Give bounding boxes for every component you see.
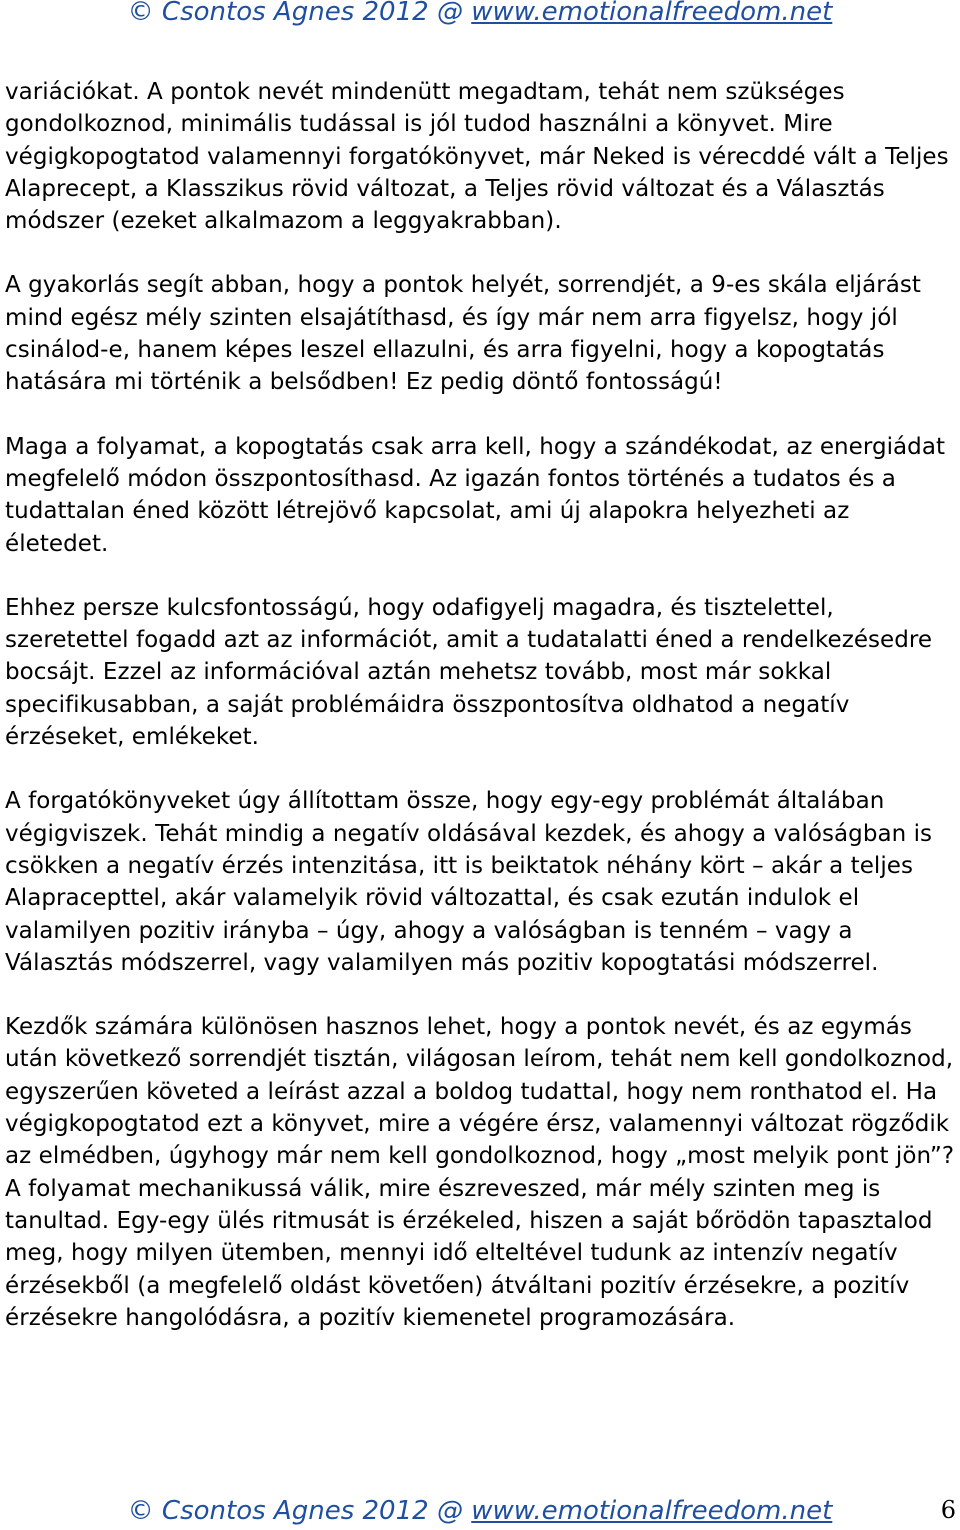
paragraph-6: Kezdők számára különösen hasznos lehet, hogy a pontok nevét, és az egymás után következő sorrendjét tisztán, világosan leírom, tehát nem kell gondolkoznod, egyszerűen követed a leírást azzal a boldog tudattal, hogy nem ronthatod el. Ha végigkopogtatod ezt a könyvet, mire a végére érsz, valamennyi változat rögződik az elmédben, úgyhogy már nem kell gondolkoznod, hogy „most melyik pont jön”? A folyamat mechanikussá válik, mire észreveszed, már mély szinten meg is tanultad. Egy-egy ülés ritmusát is érzékeled, hiszen a saját bőrödön tapasztalod meg, hogy milyen ütemben, mennyi idő elteltével tudunk az intenzív negatív érzésekből (a megfelelő oldást követően) átváltani pozitív érzésekre, a pozitív érzésekre hangolódásra, a pozitív kiemenetel programozására. — [5, 1014, 955, 1331]
paragraph-1: variációkat. A pontok nevét mindenütt megadtam, tehát nem szükséges gondolkoznod, minimális tudással is jól tudod használni a könyvet. Mire végigkopogtatod valamennyi forgatókönyvet, már Neked is vérecddé vált a Teljes Alaprecept, a Klasszikus rövid változat, a Teljes rövid változat és a Választás módszer (ezeket alkalmazom a leggyakrabban). — [5, 79, 949, 235]
paragraph-2: A gyakorlás segít abban, hogy a pontok helyét, sorrendjét, a 9-es skála eljárást mind egész mély szinten elsajátíthasd, és így már nem arra figyelsz, hogy jól csinálod-e, hanem képes leszel ellazulni, és arra figyelni, hogy a kopogtatás hatására mi történik a belsődben! Ez pedig döntő fontosságú! — [5, 272, 921, 396]
document-body — [5, 76, 955, 1366]
header-copyright: © Csontos Agnes 2012 @ — [127, 0, 472, 27]
page-footer — [0, 1496, 960, 1526]
footer-website-link[interactable]: www.emotionalfreedom.net — [471, 1496, 833, 1526]
paragraph-4: Ehhez persze kulcsfontosságú, hogy odafigyelj magadra, és tisztelettel, szeretettel fogadd azt az információt, amit a tudatalatti éned a rendelkezésedre bocsájt. Ezzel az információval aztán mehetsz tovább, most már sokkal specifikusabban, a saját problémáidra összpontosítva oldhatod a negatív érzéseket, emlékeket. — [5, 594, 933, 751]
paragraph-3: Maga a folyamat, a kopogtatás csak arra kell, hogy a szándékodat, az energiádat megfelelő módon összpontosíthasd. Az igazán fontos történés a tudatos és a tudattalan éned között létrejövő kapcsolat, ami új alapokra helyezheti az életedet. — [5, 433, 946, 557]
header-website-link[interactable]: www.emotionalfreedom.net — [471, 0, 833, 27]
paragraph-5: A forgatókönyveket úgy állítottam össze, hogy egy-egy problémát általában végigviszek. Tehát mindig a negatív oldásával kezdek, és ahogy a valóságban is csökken a negatív érzés intenzitása, itt is beiktatok néhány kört – akár a teljes Alapracepttel, akár valamelyik rövid változattal, és csak ezután indulok el valamilyen pozitiv irányba – úgy, ahogy a valóságban is tenném – vagy a Választás módszerrel, vagy valamilyen más pozitiv kopogtatási módszerrel. — [5, 788, 933, 976]
footer-copyright: © Csontos Agnes 2012 @ — [127, 1496, 472, 1526]
page-number: 6 — [940, 1496, 956, 1524]
page-header — [0, 0, 960, 27]
